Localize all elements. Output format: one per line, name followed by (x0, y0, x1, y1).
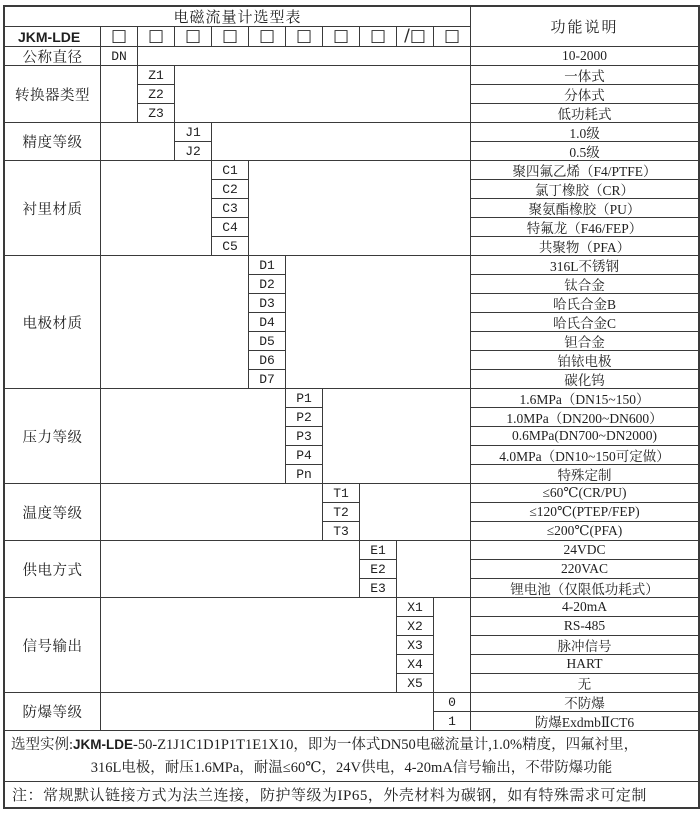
option-desc-DN: 10-2000 (471, 47, 698, 66)
empty-cell (101, 389, 286, 484)
option-desc-Z1: 一体式 (471, 66, 698, 85)
option-code-J2: J2 (175, 142, 212, 161)
table-title: 电磁流量计选型表 (5, 7, 471, 27)
option-code-0: 0 (434, 693, 471, 712)
option-code-C4: C4 (212, 218, 249, 237)
empty-cell (101, 484, 323, 541)
option-code-E2: E2 (360, 560, 397, 579)
option-code-D5: D5 (249, 332, 286, 351)
section-label-9: 信号输出 (5, 598, 101, 693)
checkbox-slot-6[interactable] (286, 27, 323, 47)
option-desc-D7: 碳化钨 (471, 370, 698, 389)
option-code-X3: X3 (397, 636, 434, 655)
empty-cell (101, 123, 175, 161)
option-desc-P2: 1.0MPa（DN200~DN600） (471, 408, 698, 427)
checkbox-slot-2[interactable] (138, 27, 175, 47)
option-code-X1: X1 (397, 598, 434, 617)
section-label-3: 精度等级 (5, 123, 101, 161)
empty-cell (101, 66, 138, 123)
option-code-X4: X4 (397, 655, 434, 674)
option-code-J1: J1 (175, 123, 212, 142)
option-code-Z1: Z1 (138, 66, 175, 85)
checkbox-icon: /□ (404, 27, 426, 46)
empty-cell (360, 484, 471, 541)
example-line2: 316L电极，耐压1.6MPa，耐温≤60℃，24V供电，4-20mA信号输出，不带防爆功能 (90, 759, 613, 776)
function-column-header: 功能说明 (471, 7, 698, 47)
option-desc-E2: 220VAC (471, 560, 698, 579)
option-code-C5: C5 (212, 237, 249, 256)
checkbox-slot-8[interactable] (360, 27, 397, 47)
example-line1 (11, 733, 692, 757)
empty-cell (101, 256, 249, 389)
empty-cell (175, 66, 471, 123)
option-desc-E3: 锂电池（仅限低功耗式） (471, 579, 698, 598)
option-desc-C2: 氯丁橡胶（CR） (471, 180, 698, 199)
option-desc-C5: 共聚物（PFA） (471, 237, 698, 256)
option-code-Pn: Pn (286, 465, 323, 484)
option-desc-C1: 聚四氟乙烯（F4/PTFE） (471, 161, 698, 180)
option-desc-1: 防爆ExdmbⅡCT6 (471, 712, 698, 731)
option-code-E3: E3 (360, 579, 397, 598)
empty-cell (212, 123, 471, 161)
option-code-T3: T3 (323, 522, 360, 541)
option-code-D1: D1 (249, 256, 286, 275)
checkbox-icon: □ (369, 27, 387, 46)
option-desc-0: 不防爆 (471, 693, 698, 712)
option-code-D3: D3 (249, 294, 286, 313)
empty-cell (101, 161, 212, 256)
option-desc-T2: ≤120℃(PTEP/FEP) (471, 503, 698, 522)
checkbox-slot-4[interactable] (212, 27, 249, 47)
section-label-10: 防爆等级 (5, 693, 101, 731)
section-label-2: 转换器类型 (5, 66, 101, 123)
option-desc-C3: 聚氨酯橡胶（PU） (471, 199, 698, 218)
option-code-1: 1 (434, 712, 471, 731)
empty-cell (397, 541, 471, 598)
option-code-Z3: Z3 (138, 104, 175, 123)
example-rest: -50-Z1J1C1D1P1T1E1X10，即为一体式DN50电磁流量计,1.0%精度，四氟衬里， (133, 736, 639, 753)
option-desc-E1: 24VDC (471, 541, 698, 560)
checkbox-slot-3[interactable] (175, 27, 212, 47)
example-model: JKM-LDE (73, 736, 134, 752)
option-desc-X3: 脉冲信号 (471, 636, 698, 655)
option-code-C3: C3 (212, 199, 249, 218)
option-code-E1: E1 (360, 541, 397, 560)
checkbox-icon: □ (221, 27, 239, 46)
option-desc-P1: 1.6MPa（DN15~150） (471, 389, 698, 408)
option-code-X2: X2 (397, 617, 434, 636)
empty-cell (101, 598, 397, 693)
checkbox-slot-7[interactable] (323, 27, 360, 47)
checkbox-icon: □ (295, 27, 313, 46)
option-code-D6: D6 (249, 351, 286, 370)
option-desc-J1: 1.0级 (471, 123, 698, 142)
checkbox-icon: □ (332, 27, 350, 46)
option-code-D4: D4 (249, 313, 286, 332)
option-desc-X2: RS-485 (471, 617, 698, 636)
example-prefix: 选型实例: (11, 736, 74, 753)
checkbox-icon: □ (258, 27, 276, 46)
section-label-8: 供电方式 (5, 541, 101, 598)
option-desc-D6: 铂铱电极 (471, 351, 698, 370)
option-desc-D4: 哈氏合金C (471, 313, 698, 332)
empty-cell (434, 598, 471, 693)
option-code-T2: T2 (323, 503, 360, 522)
checkbox-icon: □ (184, 27, 202, 46)
model-code: JKM-LDE (5, 27, 101, 47)
option-code-Z2: Z2 (138, 85, 175, 104)
section-label-5: 电极材质 (5, 256, 101, 389)
option-code-D7: D7 (249, 370, 286, 389)
option-desc-T3: ≤200℃(PFA) (471, 522, 698, 541)
checkbox-icon: □ (147, 27, 165, 46)
selection-table (3, 5, 700, 809)
option-code-P3: P3 (286, 427, 323, 446)
checkbox-slot-9[interactable] (397, 27, 434, 47)
section-label-6: 压力等级 (5, 389, 101, 484)
option-desc-J2: 0.5级 (471, 142, 698, 161)
option-code-D2: D2 (249, 275, 286, 294)
option-code-X5: X5 (397, 674, 434, 693)
example-block (5, 731, 698, 782)
option-desc-X1: 4-20mA (471, 598, 698, 617)
option-desc-X4: HART (471, 655, 698, 674)
option-desc-D3: 哈氏合金B (471, 294, 698, 313)
checkbox-slot-1[interactable] (101, 27, 138, 47)
empty-cell (138, 47, 471, 66)
option-desc-Z3: 低功耗式 (471, 104, 698, 123)
option-code-DN: DN (101, 47, 138, 66)
empty-cell (323, 389, 471, 484)
section-label-4: 衬里材质 (5, 161, 101, 256)
option-desc-D5: 钽合金 (471, 332, 698, 351)
option-desc-Pn: 特殊定制 (471, 465, 698, 484)
section-label-1: 公称直径 (5, 47, 101, 66)
checkbox-icon: □ (443, 27, 461, 46)
option-desc-X5: 无 (471, 674, 698, 693)
empty-cell (101, 541, 360, 598)
option-code-P2: P2 (286, 408, 323, 427)
option-code-P4: P4 (286, 446, 323, 465)
option-desc-D2: 钛合金 (471, 275, 698, 294)
option-desc-C4: 特氟龙（F46/FEP） (471, 218, 698, 237)
option-desc-T1: ≤60℃(CR/PU) (471, 484, 698, 503)
option-code-T1: T1 (323, 484, 360, 503)
option-desc-Z2: 分体式 (471, 85, 698, 104)
checkbox-icon: □ (110, 27, 128, 46)
checkbox-slot-10[interactable] (434, 27, 471, 47)
option-desc-D1: 316L不锈钢 (471, 256, 698, 275)
empty-cell (101, 693, 434, 731)
checkbox-slot-5[interactable] (249, 27, 286, 47)
section-label-7: 温度等级 (5, 484, 101, 541)
option-code-C2: C2 (212, 180, 249, 199)
empty-cell (249, 161, 471, 256)
option-desc-P3: 0.6MPa(DN700~DN2000) (471, 427, 698, 446)
empty-cell (286, 256, 471, 389)
option-code-P1: P1 (286, 389, 323, 408)
note-row: 注：常规默认链接方式为法兰连接，防护等级为IP65，外壳材料为碳钢，如有特殊需求可定制 (12, 788, 647, 804)
option-desc-P4: 4.0MPa（DN10~150可定做） (471, 446, 698, 465)
option-code-C1: C1 (212, 161, 249, 180)
